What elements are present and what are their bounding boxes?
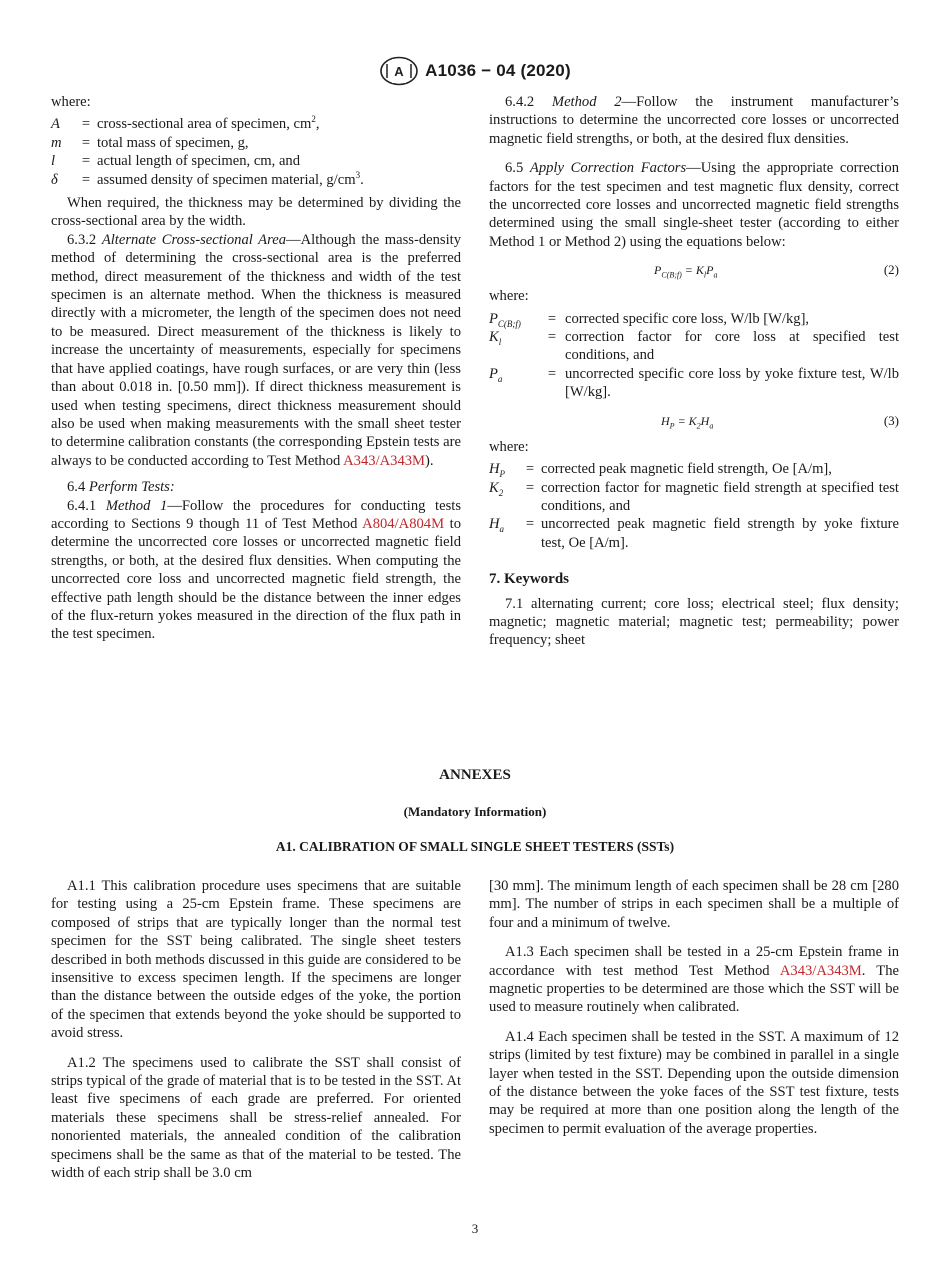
equation-2: $P_{C(B;f)} = K_lP_a$ (2) [654,262,899,280]
svg-text:A: A [394,64,404,79]
paragraph-a1-2-continued: [30 mm]. The minimum length of each specimen shall be 28 cm [280 mm]. The number of strips in each specimen shall be a multiple of four and a minimum of twelve. [489,878,899,931]
definitions-list-2 [489,310,899,402]
paragraph-6-4-1: 6.4.1 Method 1—Follow the procedures for conducting tests according to Sections 9 though 11 of Test Method A804/A804M to determine the uncorrected core losses or uncorrected magnetic field strengths, or both, at the desired flux densities. When computing the uncorrected core loss and uncorrected magnetic field strength, the effective path length should be the distance between the inner edges of the flux-return yokes measured in the direction of the flux path in the test specimen. [51,497,462,643]
annexes-heading: ANNEXES [439,767,511,783]
where-label: where: [51,94,91,110]
definition-row: $H_a$ = uncorrected peak magnetic field strength by yoke fixture test, Oe [A/m]. [489,516,899,551]
definition-row: $P_a$ = uncorrected specific core loss by yoke fixture test, W/lb [W/kg]. [489,365,899,401]
definition-row: A = cross-sectional area of specimen, $cm^2$, [51,114,320,133]
paragraph-a1-1: A1.1 This calibration procedure uses specimens that are suitable for testing using a 25-cm Epstein frame. These specimens are composed of strips that are typically longer than the normal test specimen for the SST being calibrated. The single sheet testers described in both methods discussed in this guide are considered to be insensitive to excess specimen length. If the specimens are longer than the distance between the outside edges of the yoke, the portion of the specimen that extends beyond the yoke should be supported to avoid stress. [51,878,461,1042]
definitions-list-1 [51,115,461,189]
link-a804[interactable]: A804/A804M [362,515,445,532]
definition-row: $P_{C(B;f)}$ = corrected specific core loss, W/lb [W/kg], [489,310,810,329]
annex-a1-title: A1. CALIBRATION OF SMALL SINGLE SHEET TESTERS (SSTs) [275,839,675,854]
right-column [489,93,899,650]
where-label: where: [489,288,529,305]
paragraph-6-5: 6.5 Apply Correction Factors—Using the appropriate correction factors for the test specimen and test magnetic flux density, correct the uncorrected core losses and uncorrected magnetic field strengths determined using the small single-sheet tester (according to either Method 1 or Method 2) using the equations below: [489,160,899,250]
paragraph-6-3-2: 6.3.2 Alternate Cross-sectional Area—Although the mass-density method of determining the cross-sectional area is the preferred method, direct measurement of the thickness and width of the test specimen is an alternate method. When the thickness is measured directly with a micrometer, the length of the specimen does not need to be measured. Direct measurement of the thickness is likely to increase the uncertainty of measurements, especially for specimens that have applied coatings, have rough surfaces, or are very thin (less than about 0.018 in. [0.50 mm]). If direct thickness measurement is used when testing specimens, direct thickness measurement should also be used when making measurements with the small sheet tester to determine calibration constants (the corresponding Epstein tests are always to be conducted according to Test Method A343/A343M). [51,231,461,469]
page-header [0,56,950,86]
paragraph-a1-2: A1.2 The specimens used to calibrate the SST shall consist of strips typical of the grade of material that is to be tested in the SST. At least five specimens of each grade are preferred. For oriented materials these specimens shall be stress-relief annealed. For nonoriented materials, the annealed condition of the calibration specimens shall be the same as that of the material to be tested. The width of each strip shall be 3.0 cm [51,1054,461,1182]
definition-row: $H_P$ = corrected peak magnetic field strength, Oe [A/m], [489,461,832,479]
where-label: where: [489,438,529,455]
definitions-list-3 [489,460,899,552]
definition-row: δ = assumed density of specimen material, $g/cm^3$. [51,169,364,188]
definition-row: $K_l$ = correction factor for core loss at specified test conditions, and [489,329,899,364]
definition-row: l = actual length of specimen, cm, and [51,153,301,170]
link-a343[interactable]: A343/A343M [343,452,426,469]
astm-logo-icon [379,56,419,86]
link-a343-annex[interactable]: A343/A343M [779,962,862,979]
paragraph-a1-3: A1.3 Each specimen shall be tested in a 25-cm Epstein frame in accordance with test method Test Method A343/A343M. The magnetic properties to be determined are those which the SST will be used to measure routinely when calibrated. [489,944,899,1016]
definition-row: m = total mass of specimen, g, [51,134,249,151]
equation-3: $H_P = K_2H_a$ (3) [661,412,899,431]
page-number: 3 [471,1221,479,1236]
annex-left-column [51,877,461,1183]
definition-row: $K_2$ = correction factor for magnetic field strength at specified test conditions, and [489,479,899,514]
equation-number: (3) [883,412,899,428]
keywords-heading: 7. Keywords [489,571,569,588]
left-column [51,93,461,644]
annex-right-column [489,877,899,1138]
paragraph-6-4: 6.4 Perform Tests: [67,479,175,496]
mandatory-information: (Mandatory Information) [403,804,547,819]
standard-designation: A1036 − 04 (2020) [425,60,571,80]
paragraph-a1-4: A1.4 Each specimen shall be tested in the SST. A maximum of 12 strips (limited by test fixture) may be combined in parallel in a single layer when tested in the SST. Depending upon the outside dimension of the distance between the yoke faces of the SST test fixture, tests may be required at more than one position along the length of the specimen to permit evaluation of the average properties. [489,1028,899,1137]
paragraph-required: When required, the thickness may be determined by dividing the cross-sectional area by the width. [51,195,461,230]
paragraph-6-4-2: 6.4.2 Method 2—Follow the instrument manufacturer’s instructions to determine the uncorrected core losses or uncorrected magnetic field strengths, or both, at the desired flux densities. [489,94,899,147]
equation-number: (2) [883,262,899,278]
keywords-body: 7.1 alternating current; core loss; electrical steel; flux density; magnetic; magnetic material; magnetic test; permeability; power frequency; sheet [489,595,899,649]
